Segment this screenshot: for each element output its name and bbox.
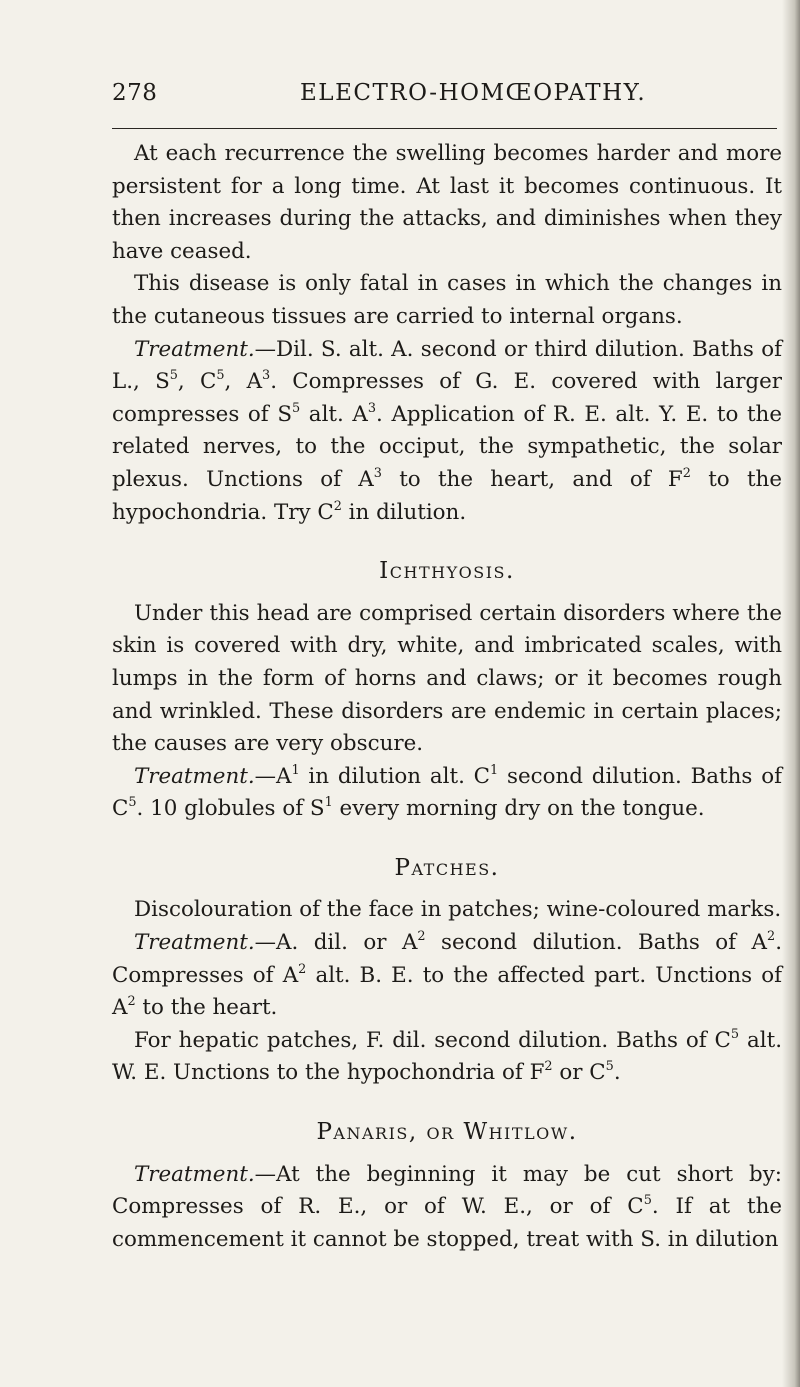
- page-header: [112, 80, 782, 116]
- spacer: [112, 1149, 782, 1159]
- text-run: —A: [254, 763, 292, 789]
- heading-panaris: Panaris, or Whitlow.: [316, 1119, 578, 1146]
- text-run: . If at the commencement it cannot be stopped, treat with S. in dilution: [112, 1194, 782, 1252]
- superscript: 5: [292, 400, 301, 416]
- text-run: or C: [552, 1060, 606, 1086]
- superscript: 3: [373, 465, 382, 481]
- superscript: 1: [490, 762, 499, 778]
- page-number: 278: [112, 80, 158, 106]
- text-run: . 10 globules of S: [136, 796, 325, 822]
- paragraph-treatment-1: [112, 334, 782, 530]
- spacer: [112, 884, 782, 894]
- text-run: to the hypochondria. Try C: [112, 466, 782, 525]
- text-run: second dilution. Baths of C: [112, 763, 782, 822]
- paragraph-treatment-2: [112, 761, 782, 826]
- superscript: 2: [544, 1059, 553, 1075]
- heading-ichthyosis: Ichthyosis.: [379, 558, 515, 585]
- superscript: 2: [333, 498, 342, 514]
- spacer: [112, 529, 782, 555]
- header-rule: [112, 128, 777, 129]
- text-run: , A: [224, 369, 263, 395]
- text-run: second dilution. Baths of A: [425, 930, 768, 956]
- page-edge-shadow: [782, 0, 800, 1387]
- superscript: 5: [605, 1059, 614, 1075]
- text-run: to the heart.: [135, 995, 278, 1021]
- treatment-label: Treatment.: [134, 763, 255, 789]
- paragraph-hepatic-patches: [112, 1025, 782, 1090]
- text-run: .: [613, 1060, 621, 1086]
- superscript: 1: [291, 762, 300, 778]
- spacer: [112, 588, 782, 598]
- text-run: . Compresses of G. E. covered with larger compresses of S: [112, 369, 782, 427]
- superscript: 1: [324, 795, 333, 811]
- text-run: every morning dry on the tongue.: [332, 796, 705, 822]
- superscript: 5: [643, 1193, 652, 1209]
- superscript: 2: [682, 465, 691, 481]
- text-run: —At the beginning it may be cut short by: Compresses of R. E., or of W. E., or of C: [112, 1161, 782, 1220]
- superscript: 3: [262, 368, 271, 384]
- running-title: ELECTRO-HOMŒOPATHY.: [300, 80, 647, 106]
- superscript: 5: [216, 368, 225, 384]
- paragraph-treatment-4: [112, 1159, 782, 1257]
- spacer: [112, 826, 782, 852]
- text-run: . Application of R. E. alt. Y. E. to the related nerves, to the occiput, the sympathetic, the solar plexus. Unctions of A: [112, 401, 782, 492]
- superscript: 2: [127, 994, 136, 1010]
- paragraph-treatment-3: [112, 927, 782, 1025]
- text-run: in dilution.: [341, 499, 467, 525]
- text-run: to the heart, and of F: [381, 466, 683, 492]
- superscript: 5: [169, 368, 178, 384]
- paragraph-ichthyosis: Under this head are comprised certain disorders where the skin is covered with dry, white, and imbricated scales, with lumps in the form of horns and claws; or it becomes rough and wrinkled. These disorders are endemic in certain places; the causes are very obscure.: [112, 600, 782, 757]
- heading-patches: Patches.: [394, 854, 500, 881]
- superscript: 2: [767, 929, 776, 945]
- text-run: —A. dil. or A: [254, 930, 418, 956]
- text-run: in dilution alt. C: [299, 763, 491, 789]
- text-run: . Compresses of A: [112, 930, 782, 988]
- superscript: 2: [298, 961, 307, 977]
- paragraph-patches: Discolouration of the face in patches; wine-coloured marks.: [134, 897, 782, 923]
- superscript: 3: [367, 400, 377, 416]
- text-run: For hepatic patches, F. dil. second dilution. Baths of C: [134, 1027, 731, 1053]
- text-run: —Dil. S. alt. A. second or third dilution. Baths of L., S: [112, 336, 782, 395]
- text-run: alt. A: [300, 401, 368, 427]
- page-body: [112, 138, 782, 1256]
- paragraph-fatal: This disease is only fatal in cases in which the changes in the cutaneous tissues are carried to internal organs.: [112, 271, 782, 329]
- paragraph-swelling: At each recurrence the swelling becomes harder and more persistent for a long time. At last it becomes continuous. It then increases during the attacks, and diminishes when they have ceased.: [112, 141, 782, 264]
- text-run: , C: [177, 369, 217, 395]
- superscript: 5: [730, 1026, 740, 1042]
- treatment-label: Treatment.: [134, 1161, 255, 1187]
- treatment-label: Treatment.: [134, 336, 255, 362]
- text-run: alt. W. E. Unctions to the hypochondria of F: [112, 1027, 782, 1086]
- superscript: 2: [417, 929, 426, 945]
- text-run: alt. B. E. to the affected part. Unctions of A: [112, 962, 783, 1021]
- superscript: 5: [128, 795, 137, 811]
- spacer: [112, 1090, 782, 1116]
- treatment-label: Treatment.: [134, 930, 255, 956]
